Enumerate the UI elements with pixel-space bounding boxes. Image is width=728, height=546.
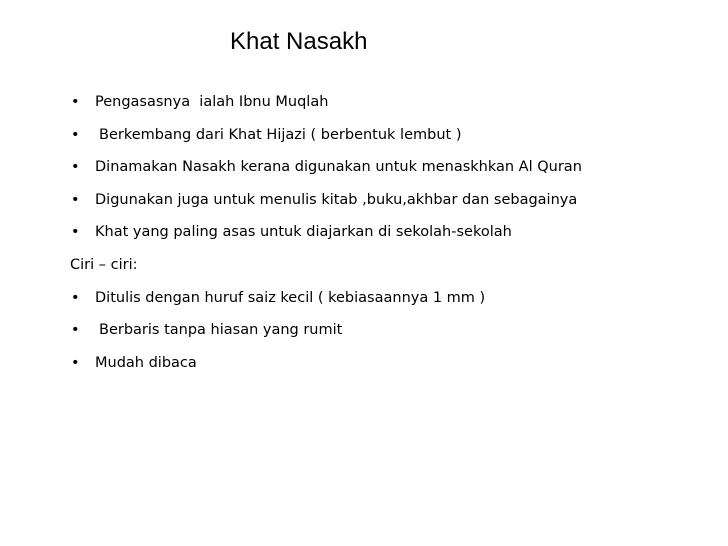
ciri-subheading: Ciri – ciri: — [70, 256, 138, 273]
bullet-marker: • — [71, 94, 80, 110]
bullet-text: Mudah dibaca — [95, 354, 197, 371]
bullet-marker: • — [71, 126, 80, 143]
bullet-item — [70, 216, 710, 249]
bullet-item — [70, 347, 710, 380]
bullet-item — [70, 314, 710, 347]
slide-title: Khat Nasakh — [230, 28, 368, 55]
bullet-item — [70, 184, 710, 217]
slide-body — [70, 86, 710, 379]
bullet-marker: • — [71, 289, 80, 306]
bullet-text: Berbaris tanpa hiasan yang rumit — [99, 322, 343, 339]
bullet-text: Dinamakan Nasakh kerana digunakan untuk menaskhkan Al Quran — [95, 159, 582, 176]
bullet-text: Berkembang dari Khat Hijazi ( berbentuk lembut ) — [99, 126, 462, 143]
bullet-marker: • — [71, 322, 80, 339]
bullet-marker: • — [71, 354, 80, 371]
bullet-text: Khat yang paling asas untuk diajarkan di sekolah-sekolah — [95, 224, 512, 241]
bullet-text: Digunakan juga untuk menulis kitab ,buku,akhbar dan sebagainya — [95, 191, 578, 208]
bullet-marker: • — [71, 159, 80, 176]
bullet-marker: • — [71, 224, 80, 241]
bullet-text: Ditulis dengan huruf saiz kecil ( kebiasaannya 1 mm ) — [95, 289, 486, 306]
bullet-text: Pengasasnya ialah Ibnu Muqlah — [95, 94, 329, 110]
subheading-line — [70, 249, 710, 282]
bullet-item — [70, 119, 710, 152]
bullet-marker: • — [71, 191, 80, 208]
bullet-item — [70, 282, 710, 315]
bullet-item — [70, 151, 710, 184]
bullet-item — [70, 86, 710, 119]
